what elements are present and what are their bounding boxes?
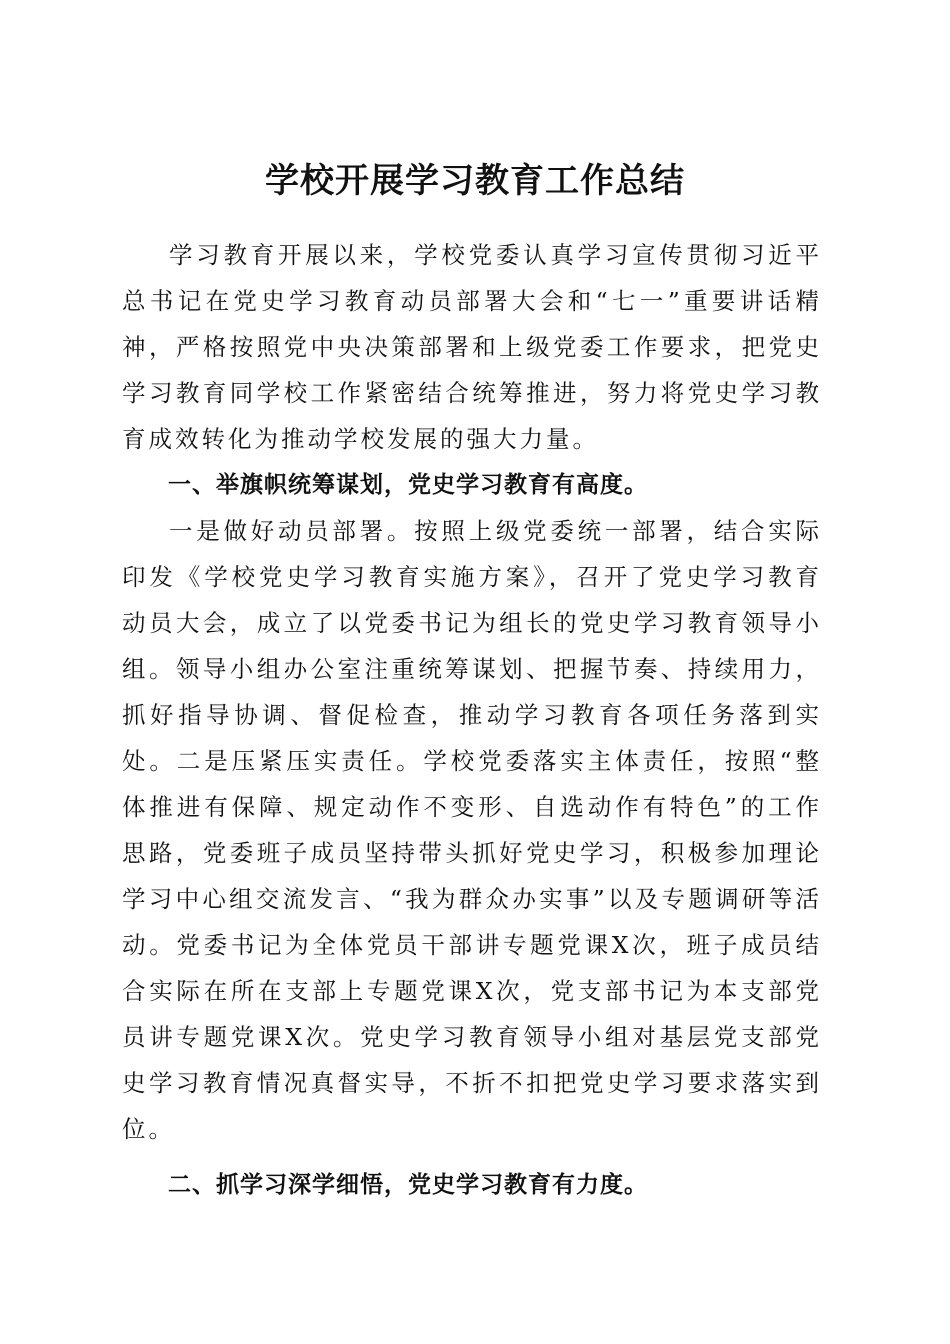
document-title: 学校开展学习教育工作总结 xyxy=(265,160,685,201)
section-body-1: 一是做好动员部署。按照上级党委统一部署，结合实际印发《学校党史学习教育实施方案》，召开了党史学习教育动员大会，成立了以党委书记为组长的党史学习教育领导小组。领导小组办公室注重统筹谋划、把握节奏、持续用力，抓好指导协调、督促检查，推动学习教育各项任务落到实处。二是压紧压实责任。学校党委落实主体责任，按照“整体推进有保障、规定动作不变形、自选动作有特色”的工作思路，党委班子成员坚持带头抓好党史学习，积极参加理论学习中心组交流发言、“我为群众办实事”以及专题调研等活动。党委书记为全体党员干部讲专题党课X次，班子成员结合实际在所在支部上专题党课X次，党支部书记为本支部党员讲专题党课X次。党史学习教育领导小组对基层党支部党史学习教育情况真督实导，不折不扣把党史学习要求落实到位。 xyxy=(122,517,822,1143)
intro-paragraph: 学习教育开展以来，学校党委认真学习宣传贯彻习近平总书记在党史学习教育动员部署大会和“七一”重要讲话精神，严格按照党中央决策部署和上级党委工作要求，把党史学习教育同学校工作紧密结合统筹推进，努力将党史学习教育成效转化为推动学校发展的强大力量。 xyxy=(122,241,822,453)
section-heading-2: 二、抓学习深学细悟，党史学习教育有力度。 xyxy=(168,1172,648,1198)
document-body xyxy=(122,232,822,1208)
section-heading-1: 一、举旗帜统筹谋划，党史学习教育有高度。 xyxy=(168,472,648,498)
